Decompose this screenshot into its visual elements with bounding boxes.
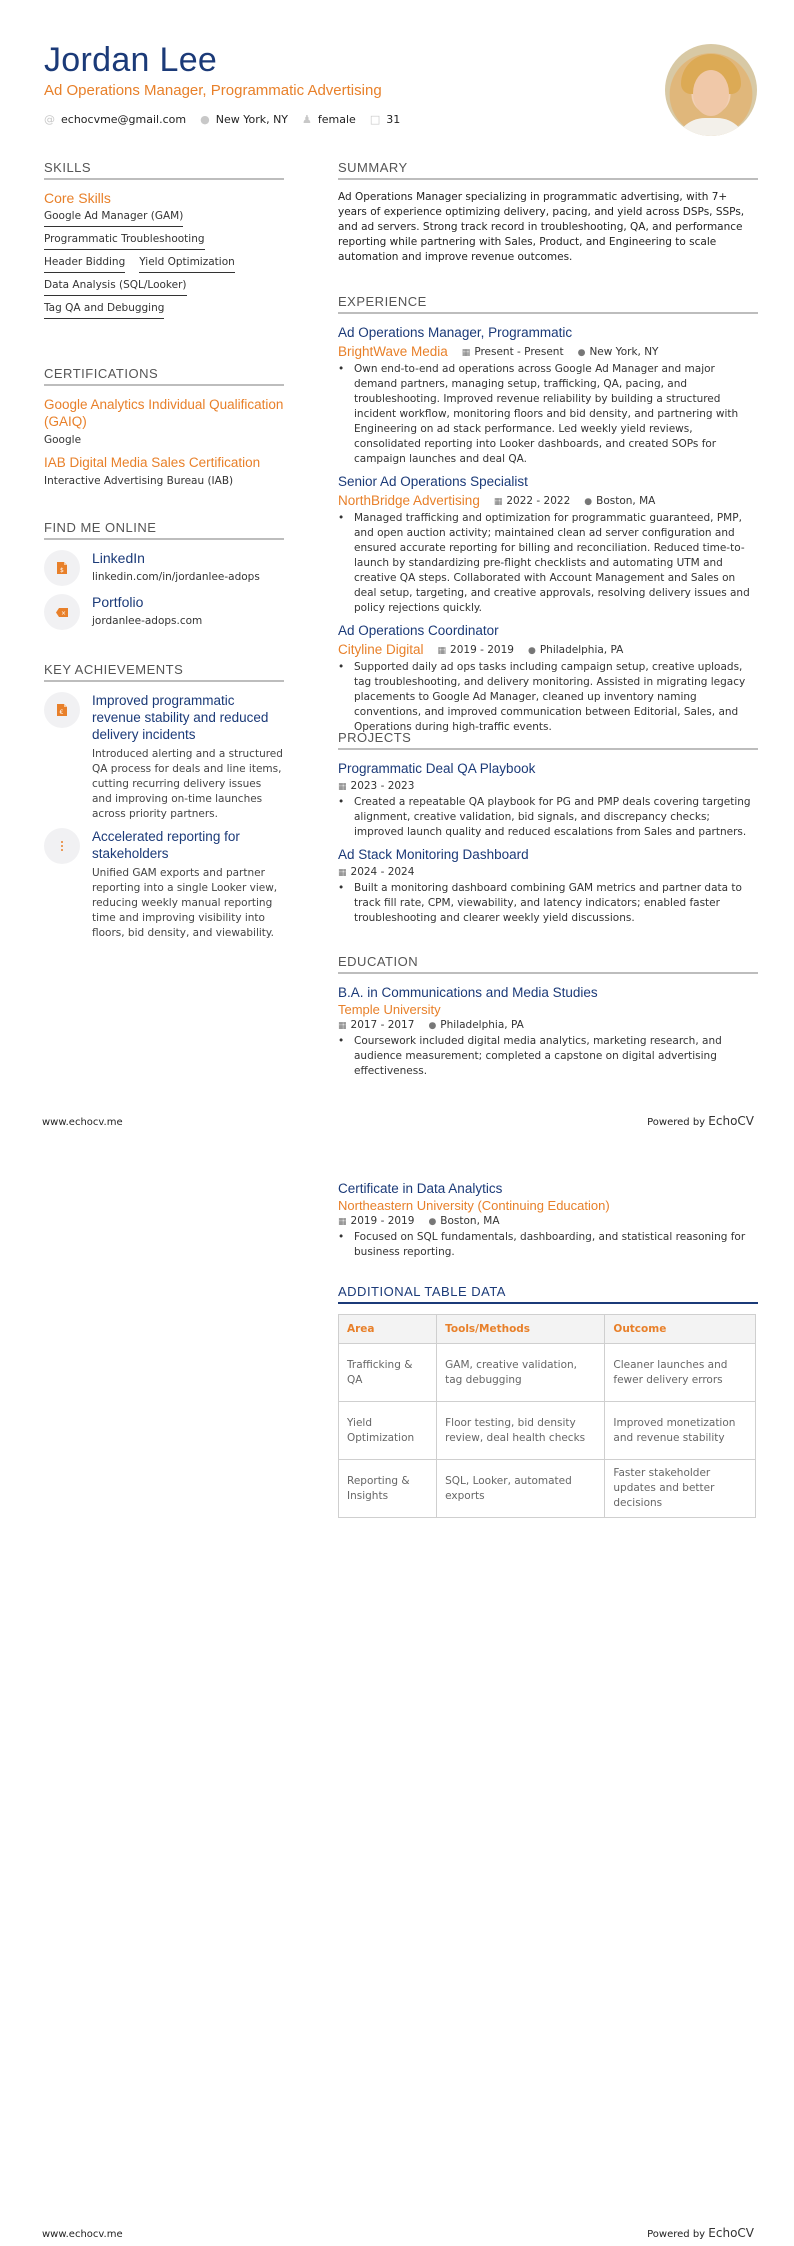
school-name: Temple University xyxy=(338,1002,441,1017)
project-entry: Programmatic Deal QA Playbook ▦ 2023 - 2023 • Created a repeatable QA playbook for PG and PMP deals covering targeting alignment, creative validation, bid signals, and discrepancy checks; improved launch quality and reduced escalations from Sales and partners. xyxy=(338,760,758,840)
location-pin-icon: ● xyxy=(428,1217,437,1227)
skill-item: Google Ad Manager (GAM) xyxy=(44,210,183,227)
job-dates: 2019 - 2019 xyxy=(450,643,514,656)
document-icon xyxy=(44,550,80,586)
achievement-item xyxy=(44,828,284,941)
contact-email[interactable]: @ echocvme@gmail.com xyxy=(44,113,187,126)
project-dates: 2023 - 2023 xyxy=(350,780,415,792)
company-name: Cityline Digital xyxy=(338,642,424,657)
skills-group-title: Core Skills xyxy=(44,190,111,206)
page-footer: www.echocv.me Powered by EchoCV xyxy=(42,2226,754,2240)
location-pin-icon: ● xyxy=(577,347,586,358)
job-dates: Present - Present xyxy=(474,345,564,358)
dots-icon xyxy=(44,828,80,864)
svg-text:€: € xyxy=(59,709,64,716)
contact-age: □ 31 xyxy=(369,113,401,126)
job-description: Managed trafficking and optimization for programmatic guaranteed, PMP, and open auction activity; maintained clean ad server configuration and ensured accurate reporting for billing and reconciliation. Reduced time-to-launch by standardizing pre-flight checklists and automating UTM and creative QA steps. Collaborated with Account Management and Sales on deal setup, targeting, and creative approvals, resolving delivery issues and policy rejections quickly. xyxy=(354,512,750,614)
table-row: Trafficking & QA GAM, creative validation, tag debugging Cleaner launches and fewer delivery errors xyxy=(339,1344,756,1402)
online-section xyxy=(44,520,284,638)
calendar-icon: □ xyxy=(369,113,381,126)
job-location: New York, NY xyxy=(589,345,659,358)
job-location: Philadelphia, PA xyxy=(539,643,624,656)
section-title-summary: SUMMARY xyxy=(338,160,758,180)
company-name: NorthBridge Advertising xyxy=(338,493,480,508)
calendar-icon: ▦ xyxy=(461,347,471,358)
education-entry: B.A. in Communications and Media Studies Temple University ▦ 2017 - 2017 ● Philadelphia, PA • Coursework included digital media analytics, marketing research, and audience measurement; completed a capstone on digital advertising effectiveness. xyxy=(338,984,758,1079)
calendar-icon: ▦ xyxy=(437,645,447,656)
profile-photo xyxy=(665,44,757,136)
education-section xyxy=(338,954,758,1085)
education-dates: 2017 - 2017 xyxy=(350,1019,415,1031)
contact-location: ● New York, NY xyxy=(200,113,289,126)
project-description: Created a repeatable QA playbook for PG and PMP deals covering targeting alignment, creative validation, bid signals, and discrepancy checks; improved launch quality and reduced escalations from Sales and partners. xyxy=(354,796,751,838)
section-title-projects: PROJECTS xyxy=(338,730,758,750)
section-title-education: EDUCATION xyxy=(338,954,758,974)
footer-site-link[interactable]: www.echocv.me xyxy=(42,2229,123,2240)
projects-section xyxy=(338,730,758,932)
location-pin-icon: ● xyxy=(527,645,536,656)
achievement-description: Unified GAM exports and partner reporting into a single Looker view, reducing weekly manual reporting time and improving visibility into floors, bid density, and viewability. xyxy=(92,867,278,939)
skill-item: Header Bidding xyxy=(44,256,125,273)
education-description: Focused on SQL fundamentals, dashboarding, and statistical reasoning for business reporting. xyxy=(354,1231,746,1258)
school-name: Northeastern University (Continuing Education) xyxy=(338,1198,610,1213)
page-footer: www.echocv.me Powered by EchoCV xyxy=(42,1114,754,1128)
additional-data-table xyxy=(338,1314,756,1518)
location-pin-icon: ● xyxy=(200,113,210,126)
table-row: Yield Optimization Floor testing, bid density review, deal health checks Improved monetization and revenue stability xyxy=(339,1402,756,1460)
contact-row xyxy=(44,113,644,126)
footer-brand[interactable]: EchoCV xyxy=(708,1114,754,1128)
table-header: Tools/Methods xyxy=(437,1315,605,1344)
person-icon: ♟ xyxy=(302,113,312,126)
location-pin-icon: ● xyxy=(428,1021,437,1031)
job-title: Ad Operations Coordinator xyxy=(338,623,499,638)
job-title: Ad Operations Manager, Programmatic xyxy=(338,325,573,340)
section-title-experience: EXPERIENCE xyxy=(338,294,758,314)
achievement-description: Introduced alerting and a structured QA process for deals and line items, cutting recurring delivery issues and improving on-time launches across priority partners. xyxy=(92,748,283,820)
additional-table-section xyxy=(338,1284,758,1518)
calendar-icon: ▦ xyxy=(338,782,347,792)
resume-header xyxy=(44,40,644,126)
education-continued xyxy=(338,1180,758,1266)
project-entry: Ad Stack Monitoring Dashboard ▦ 2024 - 2024 • Built a monitoring dashboard combining GAM metrics and partner data to track fill rate, CPM, viewability, and latency indicators; enabled faster troubleshooting and clearer weekly yield discussions. xyxy=(338,846,758,926)
document-icon xyxy=(44,692,80,728)
section-title-online: FIND ME ONLINE xyxy=(44,520,284,540)
job-dates: 2022 - 2022 xyxy=(506,494,571,507)
cert-issuer: Google xyxy=(44,434,82,446)
section-title-achievements: KEY ACHIEVEMENTS xyxy=(44,662,284,682)
summary-section xyxy=(338,160,758,265)
table-header: Outcome xyxy=(605,1315,756,1344)
online-label: Portfolio xyxy=(92,594,144,610)
calendar-icon: ▦ xyxy=(493,496,503,507)
skills-section xyxy=(44,160,284,319)
section-title-skills: SKILLS xyxy=(44,160,284,180)
certifications-section xyxy=(44,366,284,495)
achievement-title: Accelerated reporting for stakeholders xyxy=(92,829,240,861)
experience-entry: Senior Ad Operations Specialist NorthBridge Advertising ▦ 2022 - 2022 ● Boston, MA • Managed trafficking and optimization for programmatic guaranteed, PMP, and open auction activity; maintained clean ad server configuration and ensured accurate reporting for billing and reconciliation. Reduced time-to-launch by standardizing pre-flight checklists and automating UTM and creative QA steps. Collaborated with Account Management and Sales on deal setup, targeting, and creative approvals, resolving delivery issues and policy rejections quickly. xyxy=(338,473,758,616)
experience-section xyxy=(338,294,758,741)
job-description: Supported daily ad ops tasks including campaign setup, creative uploads, tag troubleshooting, and delivery monitoring. Assisted in migrating legacy placements to Google Ad Manager, cleaned up inventory naming conventions, and improved communication between Editorial, Sales, and Operations during high-traffic events. xyxy=(354,661,746,733)
job-title: Senior Ad Operations Specialist xyxy=(338,474,528,489)
education-dates: 2019 - 2019 xyxy=(350,1215,415,1227)
summary-text: Ad Operations Manager specializing in programmatic advertising, with 7+ years of experience optimizing delivery, pacing, and yield across DSPs, SSPs, and ad servers. Strong track record in troubleshooting, QA, and performance reporting while partnering with Sales, Product, and Engineering to scale automation and improve revenue outcomes. xyxy=(338,191,745,263)
section-title-certifications: CERTIFICATIONS xyxy=(44,366,284,386)
svg-text:×: × xyxy=(61,609,67,617)
online-url[interactable]: jordanlee-adops.com xyxy=(92,615,203,627)
cert-name: IAB Digital Media Sales Certification xyxy=(44,455,261,470)
achievement-title: Improved programmatic revenue stability and reduced delivery incidents xyxy=(92,693,269,742)
location-pin-icon: ● xyxy=(584,496,593,507)
tag-icon xyxy=(44,594,80,630)
project-dates: 2024 - 2024 xyxy=(350,866,415,878)
achievement-item xyxy=(44,692,284,822)
job-location: Boston, MA xyxy=(596,494,656,507)
achievements-section xyxy=(44,662,284,947)
project-title: Ad Stack Monitoring Dashboard xyxy=(338,847,529,862)
degree: Certificate in Data Analytics xyxy=(338,1181,503,1196)
education-description: Coursework included digital media analytics, marketing research, and audience measurement; completed a capstone on digital advertising effectiveness. xyxy=(354,1035,722,1077)
online-label: LinkedIn xyxy=(92,550,145,566)
job-description: Own end-to-end ad operations across Google Ad Manager and major demand partners, managing setup, trafficking, QA, pacing, and troubleshooting. Improved revenue reliability by building a structured incident workflow, monitoring floors and bid density, and partnering with Engineering on ad stack performance. Led weekly yield reviews, consolidated reporting into Looker dashboards, and created SOPs for campaign launches and deal QA. xyxy=(354,363,739,465)
table-row: Reporting & Insights SQL, Looker, automated exports Faster stakeholder updates and better decisions xyxy=(339,1460,756,1518)
footer-site-link[interactable]: www.echocv.me xyxy=(42,1117,123,1128)
at-icon: @ xyxy=(44,113,55,126)
footer-brand[interactable]: EchoCV xyxy=(708,2226,754,2240)
cert-issuer: Interactive Advertising Bureau (IAB) xyxy=(44,475,234,487)
education-entry: Certificate in Data Analytics Northeastern University (Continuing Education) ▦ 2019 - 2019 ● Boston, MA • Focused on SQL fundamentals, dashboarding, and statistical reasoning for business reporting. xyxy=(338,1180,758,1260)
table-header: Area xyxy=(339,1315,437,1344)
company-name: BrightWave Media xyxy=(338,344,448,359)
calendar-icon: ▦ xyxy=(338,1021,347,1031)
education-location: Boston, MA xyxy=(440,1215,500,1227)
experience-entry: Ad Operations Manager, Programmatic BrightWave Media ▦ Present - Present ● New York, NY • Own end-to-end ad operations across Google Ad Manager and major demand partners, managing setup, trafficking, QA, pacing, and troubleshooting. Improved revenue reliability by building a structured incident workflow, monitoring floors and bid density, and partnering with Engineering on ad stack performance. Led weekly yield reviews, consolidated reporting into Looker dashboards, and created SOPs for campaign launches and deal QA. xyxy=(338,324,758,467)
contact-gender: ♟ female xyxy=(302,113,356,126)
online-link-portfolio[interactable] xyxy=(44,594,284,630)
project-description: Built a monitoring dashboard combining GAM metrics and partner data to track fill rate, CPM, viewability, and latency indicators; enabled faster troubleshooting and clearer weekly yield discussions. xyxy=(354,882,742,924)
experience-entry: Ad Operations Coordinator Cityline Digital ▦ 2019 - 2019 ● Philadelphia, PA • Supported daily ad ops tasks including campaign setup, creative uploads, tag troubleshooting, and delivery monitoring. Assisted in migrating legacy placements to Google Ad Manager, cleaned up inventory naming conventions, and improved communication between Editorial, Sales, and Operations during high-traffic events. xyxy=(338,622,758,735)
online-url[interactable]: linkedin.com/in/jordanlee-adops xyxy=(92,571,260,583)
skill-list xyxy=(44,210,244,319)
calendar-icon: ▦ xyxy=(338,868,347,878)
skill-item: Tag QA and Debugging xyxy=(44,302,164,319)
svg-text:$: $ xyxy=(60,567,64,574)
online-link-linkedin[interactable] xyxy=(44,550,284,586)
calendar-icon: ▦ xyxy=(338,1217,347,1227)
candidate-name: Jordan Lee xyxy=(44,41,218,79)
education-location: Philadelphia, PA xyxy=(440,1019,524,1031)
project-title: Programmatic Deal QA Playbook xyxy=(338,761,536,776)
candidate-title: Ad Operations Manager, Programmatic Advertising xyxy=(44,82,382,99)
degree: B.A. in Communications and Media Studies xyxy=(338,985,598,1000)
section-title-additional-table: ADDITIONAL TABLE DATA xyxy=(338,1284,758,1304)
cert-name: Google Analytics Individual Qualification (GAIQ) xyxy=(44,397,284,429)
skill-item: Data Analysis (SQL/Looker) xyxy=(44,279,187,296)
skill-item: Programmatic Troubleshooting xyxy=(44,233,205,250)
skill-item: Yield Optimization xyxy=(139,256,235,273)
